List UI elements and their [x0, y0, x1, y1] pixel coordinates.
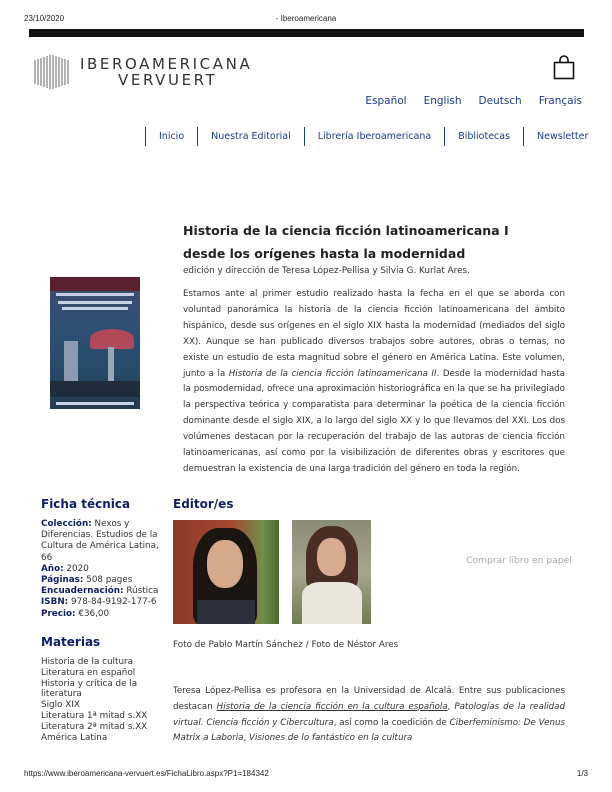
- materia-item[interactable]: Literatura 2ª mitad s.XX: [41, 721, 148, 732]
- description-text-2: . Desde la modernidad hasta la posmodernidad, ofrece una aproximación historiográfica en la que se ha privilegiado la perspectiva teórica y comparatista para determinar la poética de la ciencia ficción dominante desde el siglo XIX, a lo largo del siglo XX y lo que llevamos del XXI. Los dos volúmenes destacan por la recuperación del trabajo de las autoras de ciencia ficción latinoamericanas, así como por la visibilización de diferentes obras y escritores que demuestran la existencia de una larga tradición del género en toda la región.: [183, 368, 565, 474]
- ficha-ano: Año: 2020: [41, 563, 89, 574]
- logo-lines-icon: [33, 54, 71, 90]
- bio-book-link[interactable]: Historia de la ciencia ficción en la cultura española: [216, 701, 448, 712]
- materia-item[interactable]: Siglo XIX: [41, 700, 80, 711]
- materia-item[interactable]: Literatura 1ª mitad s.XX: [41, 710, 148, 721]
- materia-item[interactable]: Literatura en español: [41, 667, 136, 678]
- editor-photo-1: [173, 520, 279, 624]
- shopping-bag-icon[interactable]: [553, 54, 575, 80]
- lang-espanol[interactable]: Español: [365, 95, 407, 107]
- materias-heading: Materias: [41, 635, 101, 649]
- description-italic-title: Historia de la ciencia ficción latinoamericana II: [228, 368, 437, 379]
- lang-francais[interactable]: Français: [538, 95, 582, 107]
- ficha-isbn: ISBN: 978-84-9192-177-6: [41, 597, 157, 608]
- nav-newsletter[interactable]: Newsletter: [523, 127, 601, 146]
- logo-text: [80, 56, 252, 89]
- book-description: [183, 287, 565, 478]
- nav-bibliotecas[interactable]: Bibliotecas: [444, 127, 523, 146]
- ficha-precio: Precio: €36,00: [41, 608, 110, 619]
- ficha-coleccion: Colección: Nexos y Diferencias. Estudios de la Cultura de América Latina, 66: [41, 519, 159, 563]
- logo-line-2: VERVUERT: [118, 71, 218, 89]
- editor-bio: Teresa López-Pellisa es profesora en la Universidad de Alcalá. Entre sus publicaciones destacan Historia de la ciencia ficción en la cultura española, Patologías de la realidad virtual. Ciencia ficción y Cibercultura, así como la coedición de Ciberfeminismo: De Venus Matrix a Laboria, Visiones de lo fantástico en la cultura: [173, 686, 565, 744]
- buy-paper-book-link[interactable]: Comprar libro en papel: [466, 555, 572, 566]
- book-cover[interactable]: [50, 277, 140, 409]
- materia-item[interactable]: Historia de la cultura: [41, 657, 134, 667]
- book-title: [183, 219, 509, 265]
- nav-inicio[interactable]: Inicio: [145, 127, 197, 146]
- logo-line-1: IBEROAMERICANA: [80, 55, 253, 73]
- editores-heading: Editor/es: [173, 497, 234, 511]
- ficha-paginas: Páginas: 508 pages: [41, 575, 133, 586]
- lang-english[interactable]: English: [423, 95, 462, 107]
- materias-list: [41, 657, 151, 743]
- editor-photo-2: [292, 520, 371, 624]
- main-nav: [145, 127, 601, 147]
- ficha-encuadernacion: Encuadernación: Rústica: [41, 586, 159, 597]
- book-editors: edición y dirección de Teresa López-Pellisa y Silvia G. Kurlat Ares.: [183, 266, 470, 276]
- book-title-line-1: Historia de la ciencia ficción latinoamericana I: [183, 223, 509, 238]
- lang-deutsch[interactable]: Deutsch: [478, 95, 522, 107]
- nav-libreria[interactable]: Librería Iberoamericana: [304, 127, 444, 146]
- nav-nuestra-editorial[interactable]: Nuestra Editorial: [197, 127, 304, 146]
- photo-caption: Foto de Pablo Martín Sánchez / Foto de Néstor Ares: [173, 640, 399, 650]
- print-page-number: 1/3: [576, 769, 588, 778]
- book-title-line-2: desde los orígenes hasta la modernidad: [183, 246, 466, 261]
- materia-item[interactable]: América Latina: [41, 732, 108, 743]
- language-selector: [348, 95, 582, 107]
- print-title: - Iberoamericana: [275, 14, 337, 23]
- top-bar: [29, 29, 584, 37]
- print-url: https://www.iberoamericana-vervuert.es/FichaLibro.aspx?P1=184342: [24, 769, 269, 778]
- ficha-heading: Ficha técnica: [41, 497, 131, 511]
- print-header: [24, 14, 588, 26]
- description-text-1: Estamos ante al primer estudio realizado hasta la fecha en el que se aborda con voluntad panorámica la historia de la ciencia ficción latinoamericana del ámbito hispánico, desde sus orígenes en el siglo XIX hasta la modernidad (mediados del siglo XX). Aunque se han publicado diversos trabajos sobre autores, obras o temas, no existe un estudio de esta magnitud sobre el género en América Latina. Este volumen, junto a la: [183, 289, 565, 379]
- ficha-tecnica: [41, 519, 171, 620]
- materia-item[interactable]: Historia y crítica de la literatura: [41, 678, 138, 700]
- print-date: 23/10/2020: [24, 14, 65, 23]
